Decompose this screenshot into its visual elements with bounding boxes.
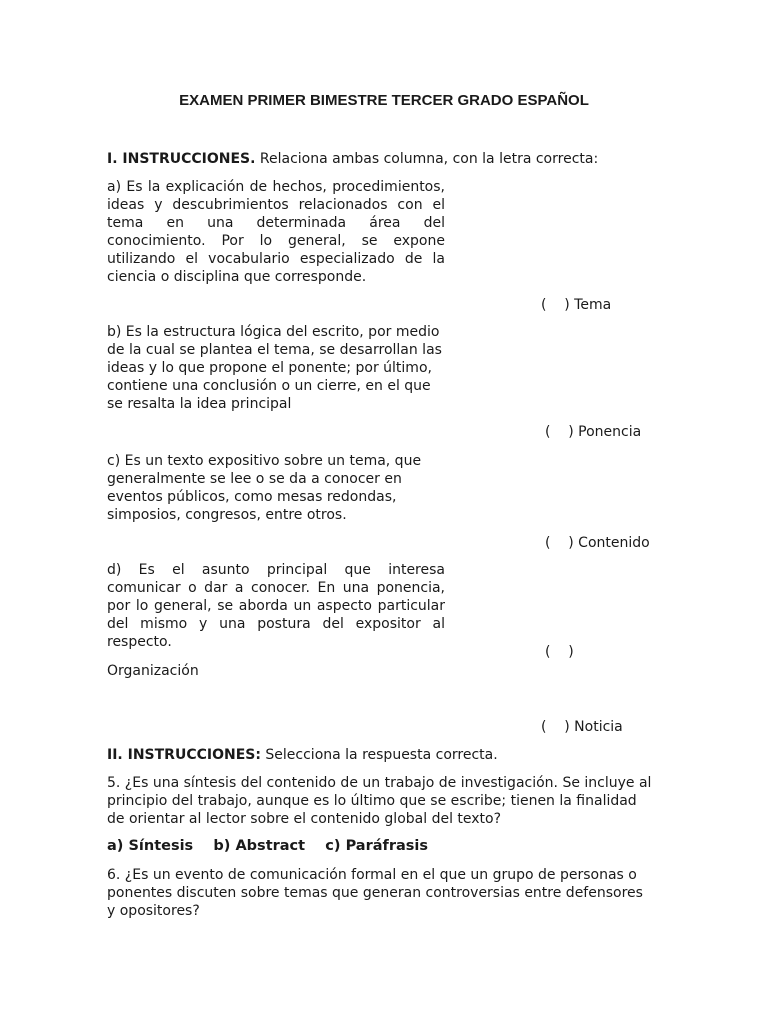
option-noticia: ( ) Noticia [541,719,623,735]
option-contenido: ( ) Contenido [545,535,650,551]
answer-b: b) Abstract [213,838,306,854]
section2-instructions [107,746,652,764]
answer-a: a) Síntesis [107,838,194,854]
section1-instructions [107,150,652,168]
option-tema: ( ) Tema [541,297,612,313]
question-5: 5. ¿Es una síntesis del contenido de un trabajo de investigación. Se incluye al principio del trabajo, aunque es lo último que se escribe; tienen la finalidad de orientar al lector sobre el contenido global del texto? [107,775,652,827]
section1-text: Relaciona ambas columna, con la letra correcta: [255,151,599,167]
item-a: a) Es la explicación de hechos, procedimientos, ideas y descubrimientos relacionados con el tema en una determinada área del conocimiento. Por lo general, se expone utilizando el vocabulario especializado de la ciencia o disciplina que corresponde. [107,179,445,285]
question-5-answers [107,837,428,855]
answer-c: c) Paráfrasis [325,838,429,854]
option-organizacion: Organización [107,663,199,679]
item-d: d) Es el asunto principal que interesa comunicar o dar a conocer. En una ponencia, por lo general, se aborda un aspecto particular del mismo y una postura del expositor al respecto. [107,562,445,650]
section1-label: I. INSTRUCCIONES. [107,151,256,167]
option-ponencia: ( ) Ponencia [545,424,642,440]
exam-title: EXAMEN PRIMER BIMESTRE TERCER GRADO ESPAÑOL [179,92,589,109]
section2-label: II. INSTRUCCIONES: [107,747,261,763]
question-6: 6. ¿Es un evento de comunicación formal en el que un grupo de personas o ponentes discuten sobre temas que generan controversias entre defensores y opositores? [107,867,643,919]
item-b: b) Es la estructura lógica del escrito, por medio de la cual se plantea el tema, se desarrollan las ideas y lo que propone el ponente; por último, contiene una conclusión o un cierre, en el que se resalta la idea principal [107,324,442,412]
item-c: c) Es un texto expositivo sobre un tema, que generalmente se lee o se da a conocer en eventos públicos, como mesas redondas, simposios, congresos, entre otros. [107,453,422,523]
section2-text: Selecciona la respuesta correcta. [260,747,498,763]
option-blank: ( ) [545,644,574,660]
